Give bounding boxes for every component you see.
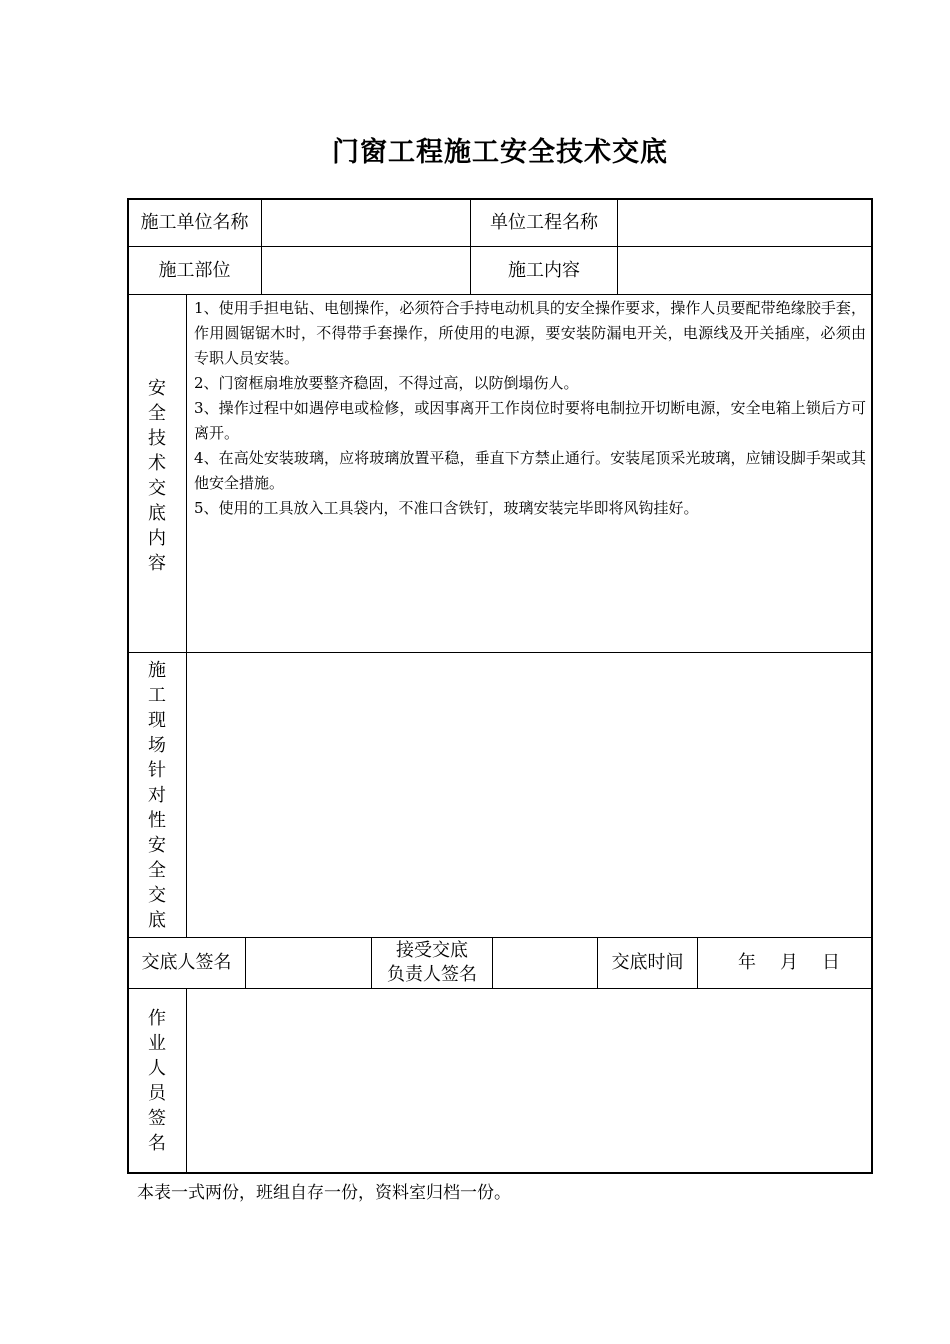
receiver-signature-label [372, 938, 492, 988]
site-safety-label: 施工现场针对性安全交底 [148, 660, 166, 931]
page-title: 门窗工程施工安全技术交底 [332, 137, 668, 168]
unit-name-field[interactable] [262, 199, 470, 246]
site-safety-field[interactable] [187, 653, 872, 937]
safety-item: 3、操作过程中如遇停电或检修，或因事离开工作岗位时要将电制拉开切断电源，安全电箱上锁后方可离开。 [194, 399, 866, 442]
presenter-signature-label: 交底人签名 [141, 952, 232, 974]
project-name-label: 单位工程名称 [490, 211, 598, 233]
construction-content-label: 施工内容 [508, 259, 580, 281]
receiver-label-line: 负责人签名 [387, 964, 477, 985]
footer-note: 本表一式两份，班组自存一份，资料室归档一份。 [137, 1183, 511, 1203]
worker-signature-label: 作业人员签名 [148, 1008, 166, 1154]
project-name-field[interactable] [618, 199, 872, 246]
date-year: 年 [738, 952, 756, 974]
date-month: 月 [780, 952, 798, 974]
construction-part-field[interactable] [262, 247, 470, 294]
receiver-signature-field[interactable] [493, 938, 597, 988]
safety-content-text [194, 296, 866, 521]
disclosure-date-field[interactable] [698, 938, 872, 988]
presenter-signature-field[interactable] [246, 938, 371, 988]
receiver-label-line: 接受交底 [396, 940, 468, 961]
safety-item: 5、使用的工具放入工具袋内，不准口含铁钉，玻璃安装完毕即将风钩挂好。 [194, 499, 699, 517]
row-divider [127, 294, 873, 295]
safety-item: 1、使用手担电钻、电刨操作，必须符合手持电动机具的安全操作要求，操作人员要配带绝缘胶手套，作用圆锯锯木时，不得带手套操作，所使用的电源，要安装防漏电开关，电源线及开关插座，必须由专职人员安装。 [194, 299, 866, 367]
construction-content-field[interactable] [618, 247, 872, 294]
disclosure-time-label: 交底时间 [611, 952, 684, 974]
date-day: 日 [822, 952, 840, 974]
construction-part-label: 施工部位 [158, 259, 231, 281]
unit-name-label: 施工单位名称 [140, 211, 249, 233]
safety-content-label: 安全技术交底内容 [148, 378, 166, 574]
safety-item: 4、在高处安装玻璃，应将玻璃放置平稳，垂直下方禁止通行。安装尾顶采光玻璃，应铺设脚手架或其他安全措施。 [194, 449, 866, 492]
safety-item: 2、门窗框扇堆放要整齐稳固，不得过高，以防倒塌伤人。 [194, 374, 579, 392]
worker-signature-field[interactable] [187, 989, 872, 1173]
